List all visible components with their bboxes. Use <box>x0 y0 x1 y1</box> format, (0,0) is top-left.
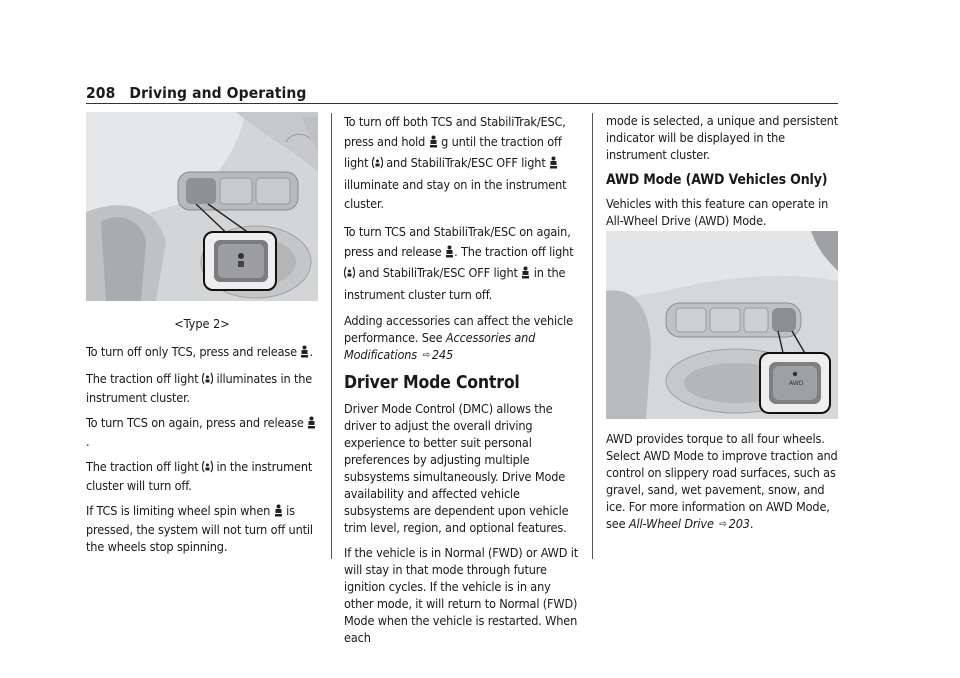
section-heading-driver-mode-control: Driver Mode Control <box>344 373 520 394</box>
esc-off-light-icon <box>521 265 530 285</box>
section-heading-awd-mode: AWD Mode (AWD Vehicles Only) <box>606 172 828 188</box>
paragraph: The traction off light illuminates in the instrument cluster. <box>86 371 313 405</box>
figure-tcs-button <box>86 112 318 301</box>
awd-button-illustration <box>606 231 838 419</box>
cross-reference-link[interactable]: All-Wheel Drive <box>628 516 714 531</box>
paragraph: Driver Mode Control (DMC) allows the driver to adjust the overall driving experience to better suit personal preferences by adjusting multiple subsystems simultaneously. Drive Mode availability and affected vehicle subsystems are dependent upon vehicle trim level, region, and optional features. <box>344 401 569 536</box>
paragraph: If TCS is limiting wheel spin when is pressed, the system will not turn off until the wheels stop spinning. <box>86 503 313 554</box>
cross-reference-arrow-icon: ⇨ <box>422 350 430 362</box>
paragraph: To turn off only TCS, press and release . <box>86 343 318 362</box>
figure-1-caption: <Type 2> <box>174 316 230 331</box>
figure-awd-button <box>606 231 838 419</box>
traction-off-light-icon <box>202 372 213 389</box>
cross-reference-page[interactable]: 203 <box>728 516 750 531</box>
paragraph: If the vehicle is in Normal (FWD) or AWD it will stay in that mode through future ignition cycles. If the vehicle is in any other mode, it will return to Normal (FWD) Mode when the vehicle is restarted. When each <box>344 545 579 646</box>
page-number: 208 <box>86 84 116 102</box>
section-title: Driving and Operating <box>129 84 307 102</box>
page-header <box>86 84 307 102</box>
paragraph: To turn off both TCS and StabiliTrak/ESC, press and hold g until the traction off light and StabiliTrak/ESC OFF light illuminate and stay on in the instrument cluster. <box>344 114 567 212</box>
paragraph: AWD provides torque to all four wheels. Select AWD Mode to improve traction and control on slippery road surfaces, such as gravel, sand, wet pavement, snow, and ice. For more information on AWD Mode, see All-Wheel Drive ⇨ 203. <box>606 431 838 531</box>
paragraph: The traction off light in the instrument cluster will turn off. <box>86 459 313 493</box>
column-2 <box>344 112 580 654</box>
column-1 <box>86 343 318 563</box>
paragraph: mode is selected, a unique and persistent indicator will be displayed in the instrument cluster. <box>606 113 838 162</box>
column-divider-1 <box>331 113 332 559</box>
cross-reference-link[interactable]: Accessories and Modifications <box>344 330 536 363</box>
column-3 <box>606 112 840 237</box>
traction-off-light-icon <box>344 265 355 285</box>
tcs-off-button-icon <box>429 134 438 154</box>
paragraph: Vehicles with this feature can operate in All-Wheel Drive (AWD) Mode. <box>606 196 829 228</box>
awd-button-label: AWD <box>789 380 804 387</box>
column-3-bottom <box>606 430 840 541</box>
tcs-off-button-icon <box>274 504 283 521</box>
header-rule <box>86 103 838 104</box>
tcs-off-button-icon <box>445 244 454 264</box>
paragraph: Adding accessories can affect the vehicle performance. See Accessories and Modifications ⇨ 245 <box>344 313 573 363</box>
tcs-off-button-icon <box>307 416 316 433</box>
column-divider-2 <box>592 113 593 559</box>
esc-off-light-icon <box>549 155 558 175</box>
paragraph: To turn TCS on again, press and release . <box>86 414 318 450</box>
tcs-button-illustration <box>86 112 318 301</box>
traction-off-light-icon <box>372 155 383 175</box>
cross-reference-page[interactable]: 245 <box>431 347 454 363</box>
cross-reference-arrow-icon: ⇨ <box>719 519 727 530</box>
paragraph: To turn TCS and StabiliTrak/ESC on again, press and release . The traction off light and StabiliTrak/ESC OFF light in the instrument cluster turn off. <box>344 223 574 302</box>
traction-off-light-icon <box>202 460 213 477</box>
